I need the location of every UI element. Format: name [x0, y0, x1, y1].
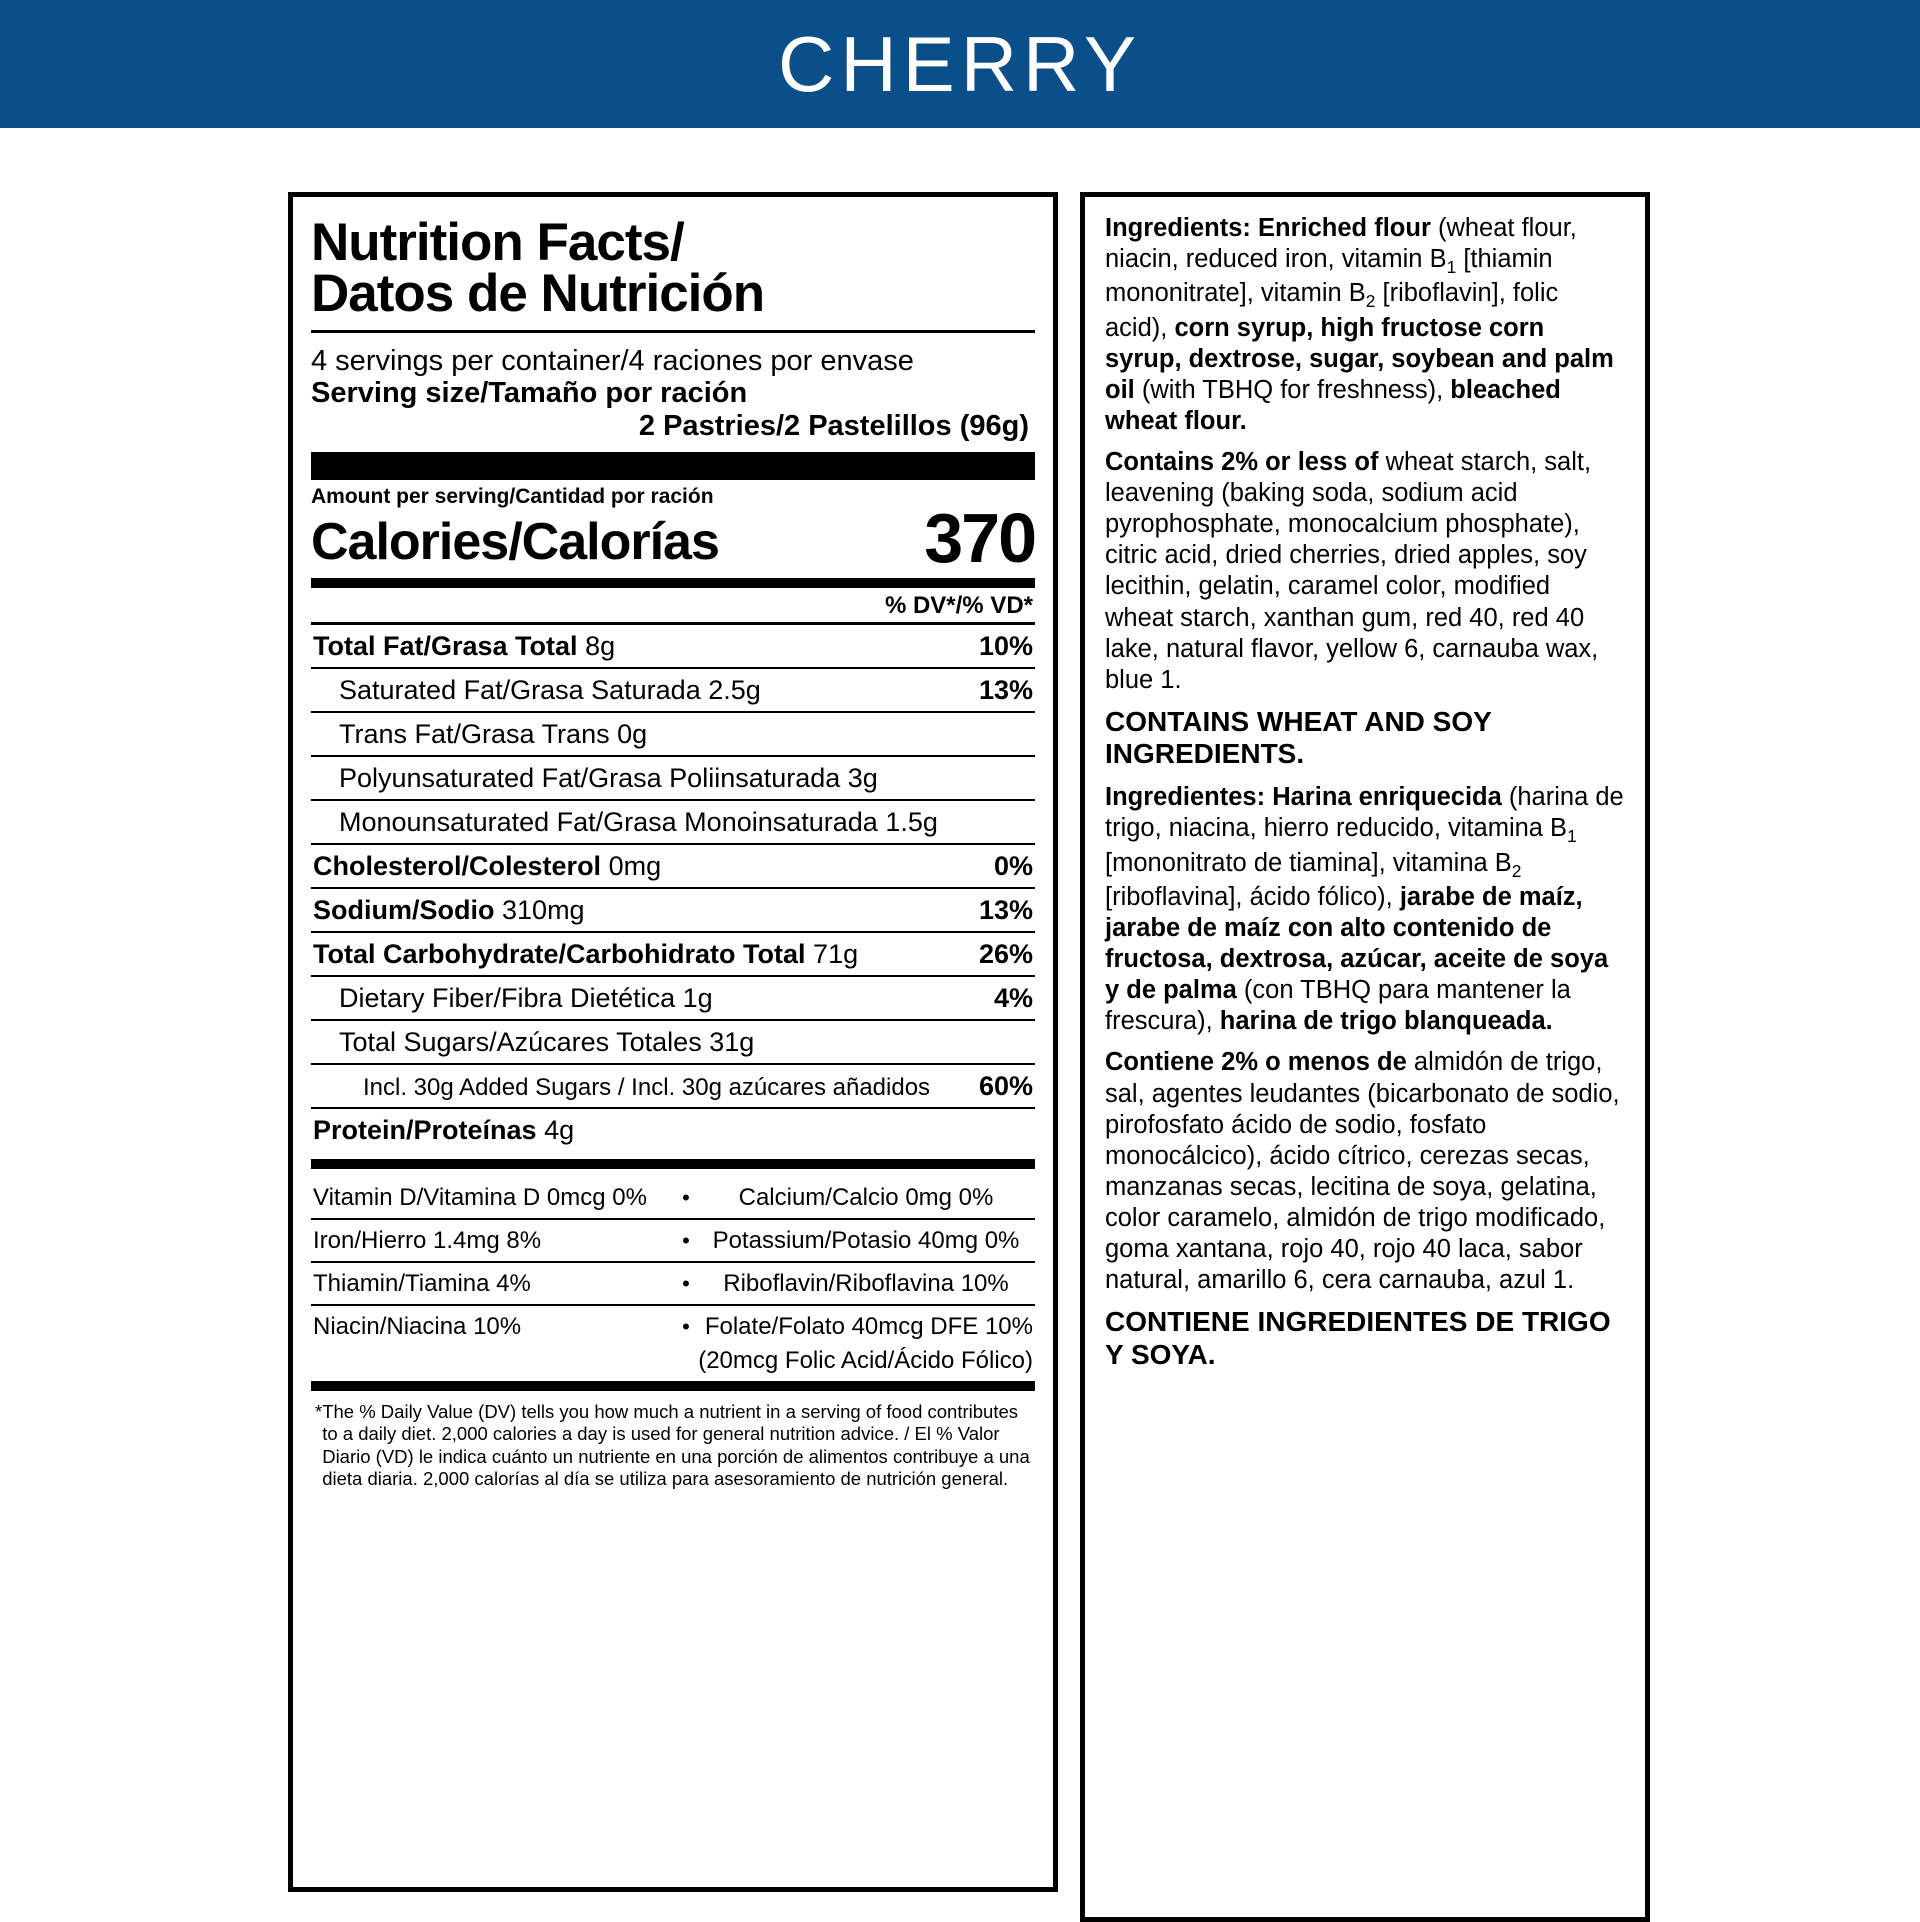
contains-text-en: wheat starch, salt, leavening (baking soda, sodium acid pyrophosphate, monocalcium phosphate), citric acid, dried cherries, dried apples, soy lecithin, gelatin, caramel color, modified wheat starch, xanthan gum, red 40, red 40 lake, natural flavor, yellow 6, carnauba wax, blue 1.: [1105, 448, 1599, 694]
calories-value: 370: [924, 499, 1035, 578]
nutrient-label: Polyunsaturated Fat/Grasa Poliinsaturada 3g: [339, 762, 878, 793]
divider-above-vitamins: [311, 1159, 1035, 1169]
product-flavor-banner: [0, 0, 1920, 128]
calories-row: [311, 499, 1035, 578]
nutrient-daily-value: 13%: [978, 894, 1033, 925]
nutrient-label: Trans Fat/Grasa Trans 0g: [339, 718, 648, 749]
daily-value-footnote: [311, 1391, 1035, 1491]
serving-size-value: 2 Pastries/2 Pastelillos (96g): [638, 409, 1029, 442]
ingredients-bold-en-3: bleached wheat flour.: [1105, 375, 1561, 435]
nutrient-daily-value: 0%: [993, 850, 1033, 881]
serving-size-label: Serving size/Tamaño por ración: [311, 377, 748, 410]
nutrient-amount: 4g: [544, 1114, 575, 1145]
vitamin-row: [311, 1263, 1035, 1304]
ingredients-sub-es-1: 1: [1567, 826, 1577, 847]
calories-label: Calories/Calorías: [311, 512, 719, 571]
ingredients-text-en-2: [thiamin mononitrate], vitamin B: [1105, 245, 1553, 308]
ingredients-bold-en-2: corn syrup, high fructose corn syrup, dextrose, sugar, soybean and palm oil: [1105, 313, 1614, 404]
vitamins-block: [311, 1177, 1035, 1381]
nutrient-label: Total Sugars/Azúcares Totales 31g: [339, 1026, 755, 1057]
nutrient-amount: 0mg: [608, 850, 662, 881]
vitamin-row: [311, 1220, 1035, 1261]
vitamin-left: Niacin/Niacina 10%: [313, 1312, 522, 1340]
daily-value-header: % DV*/% VD*: [884, 591, 1033, 619]
nutrient-row: [311, 845, 1035, 887]
nutrient-row: [311, 1065, 1035, 1107]
vitamin-left: Vitamin D/Vitamina D 0mcg 0%: [313, 1183, 647, 1211]
ingredients-text-en-1: (wheat flour, niacin, reduced iron, vitamin B: [1105, 214, 1577, 274]
footnote-text: The % Daily Value (DV) tells you how much a nutrient in a serving of food contributes to a daily diet. 2,000 calories a day is used for general nutrition advice. / El % Valor Diario (VD) le indica cuánto un nutriente en una porción de alimentos contribuye a una dieta diaria. 2,000 calorías al día se utiliza para asesoramiento de nutrición general.: [322, 1400, 1030, 1490]
nutrient-label: Total Carbohydrate/Carbohidrato Total: [313, 938, 806, 969]
ingredients-text-en-3: [riboflavin], folic acid),: [1105, 279, 1559, 342]
allergen-statement-spanish: CONTIENE INGREDIENTES DE TRIGO Y SOYA.: [1105, 1306, 1611, 1370]
ingredients-bold-es-1: Harina enriquecida: [1265, 783, 1502, 812]
nutrient-daily-value: 60%: [978, 1070, 1033, 1101]
servings-per-container: 4 servings per container/4 raciones por envase: [311, 344, 914, 377]
nutrient-row: [311, 801, 1035, 843]
vitamin-left: Thiamin/Tiamina 4%: [313, 1269, 531, 1297]
nutrient-row: [311, 757, 1035, 799]
nutrient-row: [311, 977, 1035, 1019]
ingredients-sub-en-1: 1: [1446, 257, 1457, 278]
nutrient-daily-value: 13%: [978, 674, 1033, 705]
nutrient-label: Total Fat/Grasa Total: [313, 630, 578, 661]
nutrition-facts-title: [311, 213, 1035, 324]
nutrient-amount: 71g: [813, 938, 859, 969]
nutrient-row: [311, 1109, 1035, 1151]
ingredients-label-en: Ingredients:: [1105, 214, 1251, 242]
bullet-icon: •: [682, 1227, 690, 1253]
nutrient-daily-value: 10%: [978, 630, 1033, 661]
ingredients-text-es-2: [mononitrato de tiamina], vitamina B: [1105, 848, 1512, 877]
nutrition-facts-title-es: Datos de Nutrición: [311, 264, 765, 324]
bullet-icon: •: [682, 1270, 690, 1296]
nutrient-label: Saturated Fat/Grasa Saturada 2.5g: [339, 674, 761, 705]
nutrition-facts-panel: [288, 192, 1058, 1892]
ingredients-panel: [1080, 192, 1650, 1922]
vitamin-left: Iron/Hierro 1.4mg 8%: [313, 1226, 542, 1254]
vitamin-right: Potassium/Potasio 40mg 0%: [712, 1226, 1020, 1254]
vitamin-right: Riboflavin/Riboflavina 10%: [723, 1269, 1009, 1297]
contains-text-es: almidón de trigo, sal, agentes leudantes (bicarbonato de sodio, pirofosfato ácido de sodio, fosfato monocálcico), ácido cítrico, cerezas secas, manzanas secas, lecitina de soya, gelatina, color caramelo, almidón de trigo modificado, goma xantana, rojo 40, rojo 40 laca, sabor natural, amarillo 6, cera carnauba, azul 1.: [1105, 1048, 1620, 1295]
divider-above-footnote: [311, 1381, 1035, 1391]
nutrition-facts-title-en: Nutrition Facts/: [311, 213, 684, 272]
vitamin-right: Calcium/Calcio 0mg 0%: [738, 1183, 994, 1211]
nutrient-label: Incl. 30g Added Sugars / Incl. 30g azúcares añadidos: [363, 1073, 931, 1101]
ingredients-label-es: Ingredientes:: [1105, 783, 1266, 812]
vitamin-row: [311, 1177, 1035, 1218]
ingredients-sub-en-2: 2: [1365, 291, 1376, 312]
divider-thick-top: [311, 452, 1035, 480]
nutrient-row: [311, 713, 1035, 755]
divider-under-title: [311, 330, 1035, 333]
ingredients-text-es-4: (con TBHQ para mantener la frescura),: [1105, 976, 1571, 1036]
ingredients-spanish: [1105, 782, 1625, 1037]
nutrient-amount: 8g: [585, 630, 616, 661]
nutrient-row: [311, 625, 1035, 667]
vitamin-right: Folate/Folato 40mcg DFE 10%: [704, 1312, 1033, 1340]
nutrient-row: [311, 1021, 1035, 1063]
allergen-statement-english: CONTAINS WHEAT AND SOY INGREDIENTS.: [1105, 705, 1492, 770]
bullet-icon: •: [682, 1313, 690, 1339]
contains-label-en: Contains 2% or less of: [1105, 448, 1379, 477]
contains-two-percent-english: [1105, 447, 1625, 696]
nutrient-amount: 310mg: [502, 894, 585, 925]
vitamin-row: [311, 1306, 1035, 1347]
contains-two-percent-spanish: [1105, 1047, 1625, 1296]
nutrient-row: [311, 669, 1035, 711]
nutrient-row: [311, 933, 1035, 975]
divider-under-calories: [311, 578, 1035, 588]
contains-label-es: Contiene 2% o menos de: [1105, 1048, 1407, 1077]
ingredients-text-es-3: [riboflavina], ácido fólico),: [1105, 882, 1400, 911]
label-content: [0, 128, 1920, 1920]
nutrient-daily-value: 26%: [978, 938, 1033, 969]
ingredients-bold-es-3: harina de trigo blanqueada.: [1219, 1007, 1553, 1036]
ingredients-english: [1105, 213, 1625, 437]
nutrient-label: Protein/Proteínas: [313, 1114, 537, 1145]
footnote-asterisk: *: [315, 1400, 323, 1422]
nutrient-label: Sodium/Sodio: [313, 894, 495, 925]
ingredients-text-en-4: (with TBHQ for freshness),: [1134, 375, 1451, 404]
ingredients-bold-es-2: jarabe de maíz, jarabe de maíz con alto contenido de fructosa, dextrosa, azúcar, aceite de soya y de palma: [1105, 882, 1609, 1005]
ingredients-bold-en-1: Enriched flour: [1250, 214, 1431, 242]
bullet-icon: •: [682, 1184, 690, 1210]
amount-per-serving-label: Amount per serving/Cantidad por ración: [311, 485, 714, 509]
nutrient-label: Monounsaturated Fat/Grasa Monoinsaturada 1.5g: [339, 806, 938, 837]
ingredients-sub-es-2: 2: [1511, 860, 1522, 881]
nutrient-label: Cholesterol/Colesterol: [313, 850, 602, 881]
nutrient-row: [311, 889, 1035, 931]
nutrient-label: Dietary Fiber/Fibra Dietética 1g: [339, 982, 713, 1013]
product-flavor-title: CHERRY: [778, 19, 1142, 108]
nutrient-daily-value: 4%: [993, 982, 1033, 1013]
ingredients-text-es-1: (harina de trigo, niacina, hierro reducido, vitamina B: [1105, 783, 1624, 843]
folate-subnote: (20mcg Folic Acid/Ácido Fólico): [698, 1346, 1033, 1374]
